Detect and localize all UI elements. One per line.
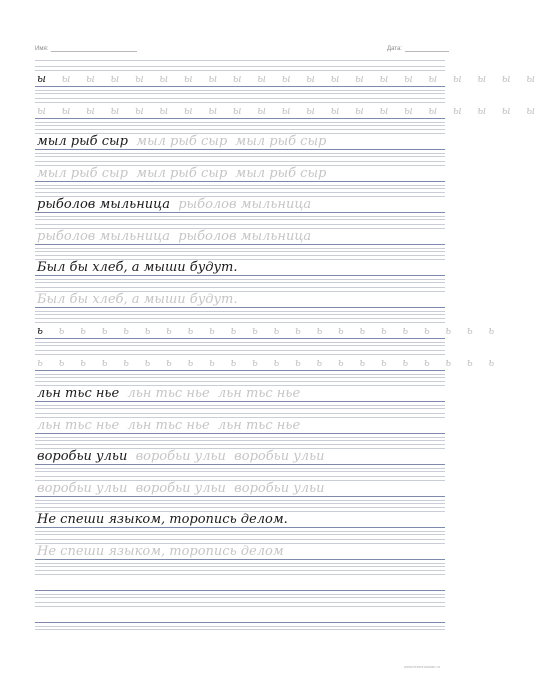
trace-text: ы ы ы ы ы ы ы ы ы ы ы ы ы ы ы ы ы ы ы ы ы bbox=[37, 103, 541, 117]
trace-text: воробьи ульи воробьи ульи bbox=[135, 449, 325, 464]
guide-line bbox=[35, 468, 445, 469]
guide-line bbox=[35, 287, 445, 288]
name-label: Имя: bbox=[35, 46, 49, 52]
guide-line bbox=[35, 66, 445, 67]
row-text bbox=[37, 135, 326, 149]
guide-line bbox=[35, 408, 445, 409]
guide-line bbox=[35, 212, 445, 213]
guide-line bbox=[35, 70, 445, 71]
row-text bbox=[37, 450, 325, 464]
model-text: ь bbox=[37, 324, 49, 337]
practice-row[interactable] bbox=[35, 505, 445, 537]
guide-line bbox=[35, 629, 445, 630]
practice-row[interactable] bbox=[35, 127, 445, 159]
model-text: рыболов мыльница bbox=[37, 197, 170, 212]
guide-line bbox=[35, 307, 445, 308]
guide-line bbox=[35, 597, 445, 598]
guide-line bbox=[35, 354, 445, 355]
trace-text: ь ь ь ь ь ь ь ь ь ь ь ь ь ь ь ь ь ь ь ь ь ь bbox=[37, 355, 501, 369]
row-text bbox=[37, 167, 326, 181]
guide-line bbox=[35, 433, 445, 434]
guide-line bbox=[35, 181, 445, 182]
guide-line bbox=[35, 559, 445, 560]
guide-line bbox=[35, 102, 445, 103]
row-text bbox=[37, 104, 541, 118]
model-text: воробьи ульи bbox=[37, 449, 128, 464]
practice-row[interactable] bbox=[35, 348, 501, 380]
date-label: Дата: bbox=[387, 46, 402, 52]
trace-text: мыл рыб сыр мыл рыб сыр мыл рыб сыр bbox=[37, 165, 327, 181]
guide-line bbox=[35, 342, 445, 343]
practice-row[interactable] bbox=[35, 474, 445, 506]
guide-line bbox=[35, 129, 445, 130]
name-blank-line[interactable] bbox=[51, 44, 137, 52]
row-text bbox=[37, 72, 541, 86]
guide-line bbox=[35, 622, 445, 623]
guide-line bbox=[35, 93, 445, 94]
guide-line bbox=[35, 374, 445, 375]
guide-line bbox=[35, 570, 445, 571]
practice-row[interactable] bbox=[35, 411, 445, 443]
practice-row[interactable] bbox=[35, 159, 445, 191]
practice-row[interactable] bbox=[35, 442, 445, 474]
practice-row[interactable] bbox=[35, 568, 445, 600]
row-text bbox=[37, 356, 500, 370]
guide-line bbox=[35, 244, 445, 245]
guide-line bbox=[35, 216, 445, 217]
guide-line bbox=[35, 282, 445, 283]
trace-text: ь ь ь ь ь ь ь ь ь ь ь ь ь ь ь ь ь ь ь ь ь bbox=[58, 324, 501, 337]
guide-line bbox=[35, 224, 445, 225]
guide-line bbox=[35, 531, 445, 532]
model-text: льн тьс нье bbox=[37, 386, 120, 401]
practice-row[interactable] bbox=[35, 537, 445, 569]
guide-line bbox=[35, 401, 445, 402]
practice-row[interactable] bbox=[35, 64, 541, 96]
practice-row[interactable] bbox=[35, 285, 445, 317]
header-divider bbox=[35, 60, 445, 61]
row-text bbox=[37, 324, 500, 338]
guide-line bbox=[35, 626, 445, 627]
guide-line bbox=[35, 338, 445, 339]
guide-line bbox=[35, 590, 445, 591]
practice-row[interactable] bbox=[35, 379, 445, 411]
guide-line bbox=[35, 594, 445, 595]
guide-line bbox=[35, 602, 445, 603]
guide-line bbox=[35, 279, 445, 280]
practice-row[interactable] bbox=[35, 190, 445, 222]
row-text bbox=[37, 419, 300, 433]
guide-line bbox=[35, 118, 445, 119]
guide-line bbox=[35, 311, 445, 312]
row-text bbox=[37, 513, 288, 527]
guide-line bbox=[35, 314, 445, 315]
guide-line bbox=[35, 153, 445, 154]
guide-line bbox=[35, 503, 445, 504]
guide-line bbox=[35, 219, 445, 220]
trace-text: Был бы хлеб, а мыши будут. bbox=[37, 291, 238, 307]
guide-line bbox=[35, 381, 445, 382]
guide-line bbox=[35, 125, 445, 126]
guide-line bbox=[35, 255, 445, 256]
trace-text: рыболов мыльница bbox=[178, 197, 312, 212]
guide-line bbox=[35, 539, 445, 540]
guide-line bbox=[35, 527, 445, 528]
trace-text: ы ы ы ы ы ы ы ы ы ы ы ы ы ы ы ы ы ы ы ы bbox=[61, 72, 541, 85]
date-blank-line[interactable] bbox=[405, 44, 449, 52]
name-field[interactable] bbox=[35, 44, 137, 52]
trace-text: воробьи ульи воробьи ульи воробьи ульи bbox=[37, 480, 325, 496]
trace-text: рыболов мыльница рыболов мыльница bbox=[37, 228, 312, 244]
guide-line bbox=[35, 188, 445, 189]
guide-line bbox=[35, 500, 445, 501]
guide-line bbox=[35, 98, 445, 99]
guide-line bbox=[35, 350, 445, 351]
guide-line bbox=[35, 507, 445, 508]
model-text: мыл рыб сыр bbox=[37, 134, 128, 149]
practice-row[interactable] bbox=[35, 316, 501, 348]
guide-line bbox=[35, 471, 445, 472]
guide-line bbox=[35, 444, 445, 445]
footer-source: www.learnrussian.ru bbox=[403, 664, 440, 669]
date-field[interactable] bbox=[387, 44, 449, 52]
guide-line bbox=[35, 185, 445, 186]
guide-line bbox=[35, 86, 445, 87]
guide-line bbox=[35, 149, 445, 150]
guide-line bbox=[35, 248, 445, 249]
guide-line bbox=[35, 566, 445, 567]
guide-line bbox=[35, 405, 445, 406]
guide-line bbox=[35, 345, 445, 346]
guide-line bbox=[35, 574, 445, 575]
guide-line bbox=[35, 476, 445, 477]
trace-text: мыл рыб сыр мыл рыб сыр bbox=[136, 134, 327, 149]
trace-text: Не спеши языком, торопись делом bbox=[37, 543, 284, 559]
guide-line bbox=[35, 534, 445, 535]
practice-row[interactable] bbox=[35, 222, 445, 254]
model-text: Не спеши языком, торопись делом. bbox=[37, 512, 288, 527]
practice-row[interactable] bbox=[35, 253, 445, 285]
guide-line bbox=[35, 251, 445, 252]
row-text bbox=[37, 387, 300, 401]
guide-line bbox=[35, 437, 445, 438]
guide-line bbox=[35, 496, 445, 497]
guide-line bbox=[35, 318, 445, 319]
guide-line bbox=[35, 161, 445, 162]
row-text bbox=[37, 482, 325, 496]
model-text: Был бы хлеб, а мыши будут. bbox=[37, 260, 238, 275]
guide-line bbox=[35, 377, 445, 378]
guide-line bbox=[35, 370, 445, 371]
guide-line bbox=[35, 275, 445, 276]
row-text bbox=[37, 230, 311, 244]
model-text: ы bbox=[37, 72, 52, 85]
guide-line bbox=[35, 440, 445, 441]
guide-line bbox=[35, 563, 445, 564]
row-text bbox=[37, 198, 311, 212]
guide-line bbox=[35, 122, 445, 123]
row-text bbox=[37, 293, 238, 307]
guide-line bbox=[35, 464, 445, 465]
practice-row[interactable] bbox=[35, 600, 445, 632]
trace-text: льн тьс нье льн тьс нье bbox=[127, 386, 301, 401]
row-text bbox=[37, 261, 238, 275]
practice-row[interactable] bbox=[35, 96, 541, 128]
guide-line bbox=[35, 192, 445, 193]
row-text bbox=[37, 545, 284, 559]
guide-line bbox=[35, 156, 445, 157]
trace-text: льн тьс нье льн тьс нье льн тьс нье bbox=[37, 417, 301, 433]
guide-line bbox=[35, 413, 445, 414]
guide-line bbox=[35, 90, 445, 91]
guide-line bbox=[35, 322, 445, 323]
guide-line bbox=[35, 606, 445, 607]
